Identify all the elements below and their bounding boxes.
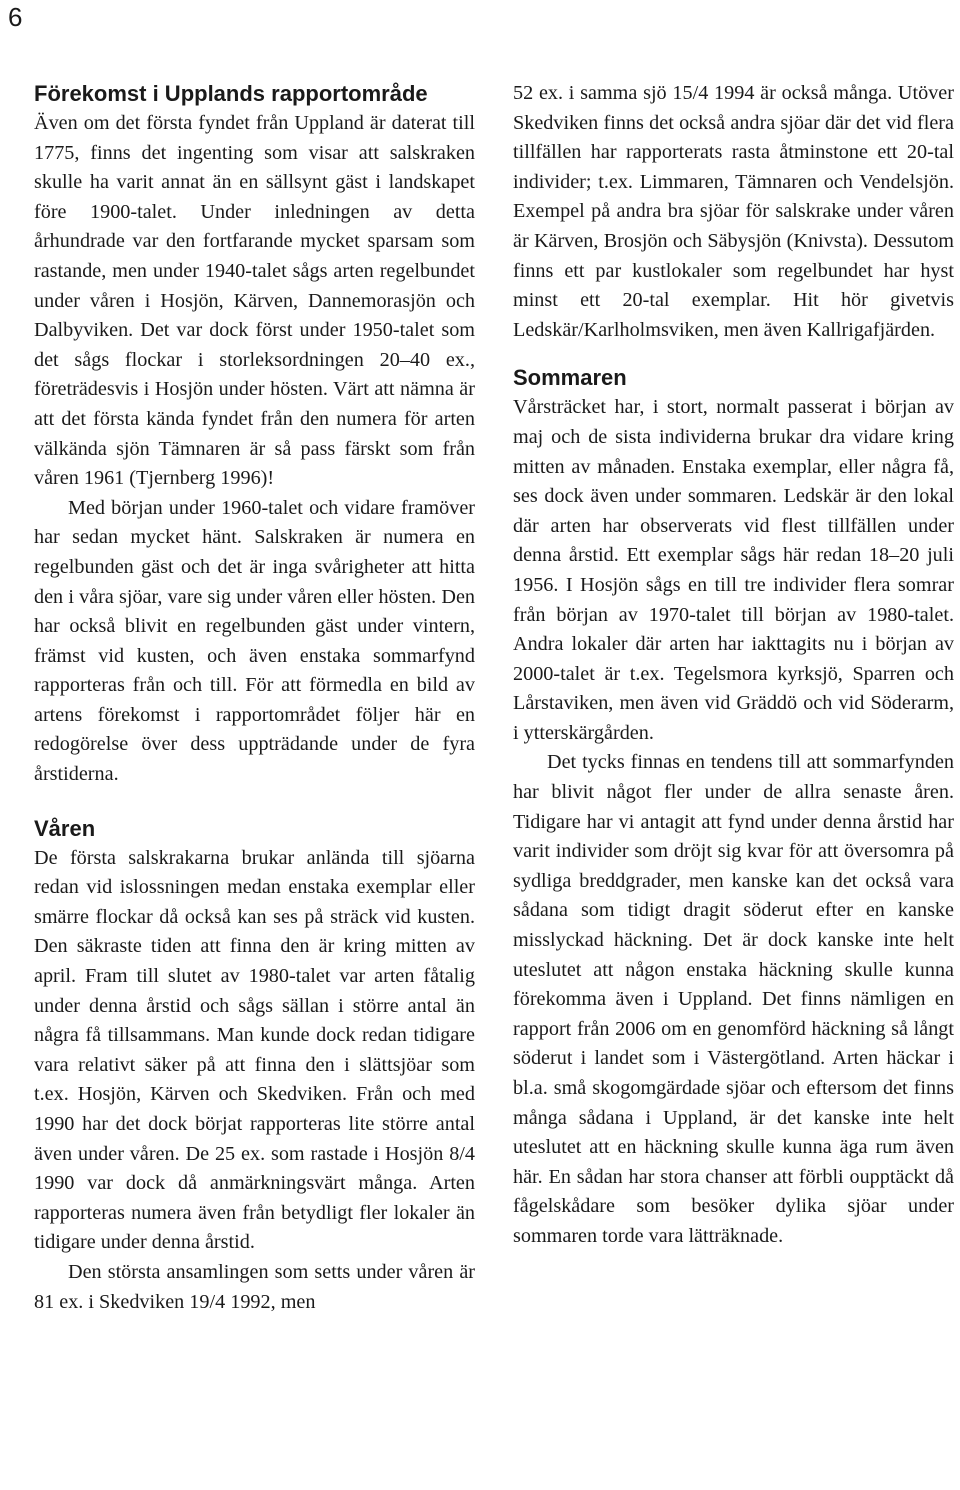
right-column (513, 79, 954, 1252)
paragraph-summer-tendency: Det tycks finnas en tendens till att sommarfynden har blivit något fler under de allra senaste åren. Tidigare har vi antagit att fynd under denna årstid har varit individer som dröjt sig kvar för att översomra på sydliga breddgrader, men kanske kan det också vara sådana som tidigt dragit söderut efter en kanske misslyckad häckning. Det är dock kanske inte helt uteslutet att någon enstaka häckning skulle kunna förekomma även i Uppland. Det finns nämligen en rapport från 2006 om en genomförd häckning så långt söderut i landet som i Västergötland. Arten häckar i bl.a. små skogomgärdade sjöar och eftersom det finns många sådana i Uppland, är det kanske inte helt uteslutet att en häckning skulle kunna äga rum även här. En sådan har stora chanser att förbli oupptäckt då fågelskådare som besöker dylika sjöar under sommaren torde vara lätträknade. (513, 751, 954, 1247)
heading-spring: Våren (34, 815, 96, 841)
paragraph-spring: De första salskrakarna brukar anlända till sjöarna redan vid islossningen medan enstaka exemplar eller smärre flockar då också kan ses på sträck vid kusten. Den säkraste tiden att finna den är kring mitten av april. Fram till slutet av 1980-talet var arten fåtalig under denna årstid och sågs sällan i större antal än några få tillsammans. Man kunde dock redan tidigare vara relativt säker på att finna den i slättsjöar som t.ex. Hosjön, Kärven och Skedviken. Från och med 1990 har det dock börjat rapporteras lite större antal även under våren. De 25 ex. som rastade i Hosjön 8/4 1990 var dock då anmärkningsvärt många. Arten rapporteras numera även från betydligt fler lokaler än tidigare under denna årstid. (34, 846, 475, 1254)
paragraph-summer: Vårsträcket har, i stort, normalt passerat i början av maj och de sista individerna brukar dra vidare kring mitten av månaden. Enstaka exemplar, eller några få, ses dock även under sommaren. Ledskär är den lokal där arten har observerats vid flest tillfällen under denna årstid. Ett exemplar sågs här redan 18–20 juli 1956. I Hosjön sågs en till tre individer flera somrar från början av 1970-talet till början av 1980-talet. Andra lokaler där arten har iakttagits nu i början av 2000-talet är t.ex. Tegelsmora kyrksjö, Sparren och Lårstaviken, men även vid Gräddö och vid Söderarm, i ytterskärgården. (513, 396, 954, 744)
paragraph-spring-continued: 52 ex. i samma sjö 15/4 1994 är också många. Utöver Skedviken finns det också andra sjöar där det vid flera tillfällen har rapporterats rasta åtminstone ett 20-tal individer; t.ex. Limmaren, Tämnaren och Vendelsjön. Exempel på andra bra sjöar för salskrake under våren är Kärven, Brosjön och Säbysjön (Knivsta). Dessutom finns ett par kustlokaler som regelbundet har hyst minst ett 20-tal exemplar. Hit hör givetvis Ledskär/Karlholmsviken, men även Kallrigafjärden. (513, 82, 954, 341)
paragraph-recent-development: Med början under 1960-talet och vidare framöver har sedan mycket hänt. Salskraken är numera en regelbunden gäst och det är inga svårigheter att hitta den i våra sjöar, vare sig under våren eller hösten. Den har också blivit en regelbunden gäst under vintern, främst vid kusten, och även enstaka sommarfynd rapporteras från och till. För att förmedla en bild av artens förekomst i rapportområdet följer här en redogörelse över dess uppträdande under de fyra årstiderna. (34, 496, 475, 786)
paragraph-history: Även om det första fyndet från Uppland är daterat till 1775, finns det ingenting som visar att salskraken skulle ha varit annat än en sällsynt gäst i landskapet före 1900-talet. Under inledningen av detta århundrade var den fortfarande mycket sparsam som rastande, men under 1940-talet sågs arten regelbundet under våren i Hosjön, Kärven, Dannemorasjön och Dalbyviken. Det var dock först under 1950-talet som det sågs flockar i storleksordningen 20–40 ex., företrädesvis i Hosjön under hösten. Värt att nämna är att det första kända fyndet från den numera för arten välkända sjön Tämnaren är så pass färskt som från våren 1961 (Tjernberg 1996)! (34, 112, 475, 490)
left-column-content (34, 79, 475, 1317)
page-number: 6 (8, 2, 23, 32)
paragraph-spring-largest-flock: Den största ansamlingen som setts under våren är 81 ex. i Skedviken 19/4 1992, men (34, 1260, 475, 1313)
heading-occurrence: Förekomst i Upplands rapportområde (34, 81, 428, 106)
left-column (34, 79, 475, 1317)
right-column-content (513, 79, 954, 1252)
heading-summer: Sommaren (513, 365, 627, 391)
